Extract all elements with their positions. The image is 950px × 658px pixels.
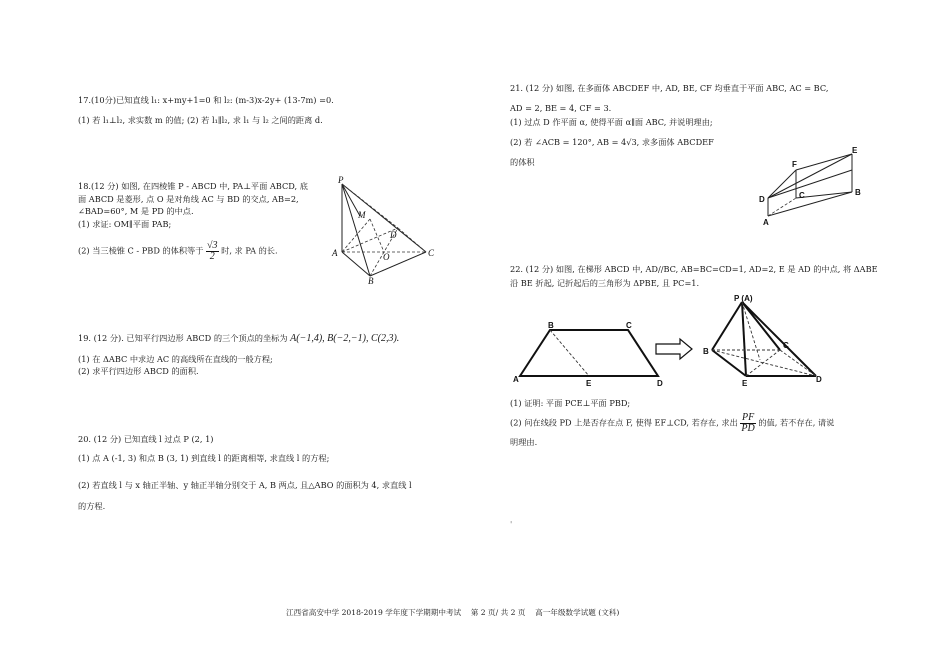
q18-line5a: (2) 当三棱锥 C - PBD 的体积等于 [78,245,204,256]
label-D: D [390,230,397,240]
label-trap-C: C [626,321,632,330]
q22-frac-num: PF [741,412,755,423]
label-trap-A: A [513,375,519,384]
label-A: A [763,218,769,227]
label-trap-E: E [586,379,592,388]
fold-arrow-icon [656,339,692,359]
q20-line2: (1) 点 A (-1, 3) 和点 B (3, 1) 到直线 l 的距离相等, 求直线 l 的方程; [78,453,330,463]
label-C: C [799,191,805,200]
label-P: P [338,175,344,185]
q21-line5: 的体积 [510,157,535,167]
label-B: B [855,188,861,197]
q18-line3: ∠BAD=60°, M 是 PD 的中点. [78,206,194,216]
q21-line2: AD = 2, BE = 4, CF = 3. [510,103,612,113]
q22-line4a: (2) 问在线段 PD 上是否存在点 F, 使得 EF⊥CD, 若存在, 求出 [510,417,738,428]
label-D: D [759,195,765,204]
q19-line1a: 19. (12 分). 已知平行四边形 ABCD 的三个顶点的坐标为 [78,333,291,343]
q18-line2: 面 ABCD 是菱形, 点 O 是对角线 AC 与 BD 的交点, AB=2, [78,194,299,204]
q19-line1 [78,333,399,344]
q19-line3: (2) 求平行四边形 ABCD 的面积. [78,366,199,376]
q22-line4b: 的值, 若不存在, 请说 [758,417,835,428]
label-M: M [358,210,366,220]
q21-polyhedron-figure [756,148,866,228]
q22-line1: 22. (12 分) 如图, 在梯形 ABCD 中, AD//BC, AB=BC=CD=1, AD=2, E 是 AD 的中点, 将 ΔABE [510,264,878,274]
q20-line4: 的方程. [78,501,106,511]
q20-line1: 20. (12 分) 已知直线 l 过点 P (2, 1) [78,434,214,444]
q19-line2: (1) 在 ΔABC 中求边 AC 的高线所在直线的一般方程; [78,354,273,364]
label-A: A [332,248,338,258]
q19-line1b: A(−1,4), B(−2,−1), C(2,3). [290,333,400,344]
q22-frac-den: PD [741,423,755,434]
label-trap-B: B [548,321,554,330]
label-trap-D: D [657,379,663,388]
q17-line2: (1) 若 l₁⊥l₂, 求实数 m 的值; (2) 若 l₁∥l₂, 求 l₁ 与 l₂ 之间的距离 d. [78,115,323,125]
q18-frac-num: √3 [207,240,218,251]
q22-line5: 明理由. [510,437,538,447]
q22-fold-figure [510,294,830,394]
q22-line2: 沿 BE 折起, 记折起后的三角形为 ΔPBE, 且 PC=1. [510,278,700,288]
q21-line4: (2) 若 ∠ACB = 120°, AB = 4√3, 求多面体 ABCDEF [510,137,714,147]
q18-fraction [206,241,219,262]
q22-line4 [510,413,834,434]
q17-line1: 17.(10分)已知直线 l₁: x+my+1=0 和 l₂: (m-3)x-2y+ (13-7m) =0. [78,95,334,105]
page-footer: 江西省高安中学 2018-2019 学年度下学期期中考试 第 2 页/ 共 2 页 高一年级数学试题 (文科) [286,608,620,617]
q21-line1: 21. (12 分) 如图, 在多面体 ABCDEF 中, AD, BE, CF 均垂直于平面 ABC, AC = BC, [510,83,829,93]
label-O: O [383,252,390,262]
label-F: F [792,160,797,169]
q20-line3: (2) 若直线 l 与 x 轴正半轴、y 轴正半轴分别交于 A, B 两点, 且△ABO 的面积为 4, 求直线 l [78,480,412,490]
q18-line1: 18.(12 分) 如图, 在四棱锥 P - ABCD 中, PA⊥平面 ABCD, 底 [78,181,308,191]
q21-line3: (1) 过点 D 作平面 α, 使得平面 α∥面 ABC, 并说明理由; [510,117,713,127]
q18-pyramid-figure [330,176,440,286]
label-fold-D: D [816,375,822,384]
q18-line5b: 时, 求 PA 的长. [221,245,278,256]
q18-line5 [78,241,278,262]
label-C: C [428,248,435,258]
label-fold-C: C [783,341,789,350]
label-fold-E: E [742,379,748,388]
q22-fraction [740,413,755,434]
q18-frac-den: 2 [209,251,215,262]
q22-line3: (1) 证明: 平面 PCE⊥平面 PBD; [510,398,631,408]
stray-mark: ' [510,519,513,529]
label-fold-B: B [703,347,709,356]
q18-line4: (1) 求证: OM∥平面 PAB; [78,219,172,229]
label-fold-P: P (A) [734,294,753,303]
label-B: B [368,276,374,286]
label-E: E [852,146,858,155]
